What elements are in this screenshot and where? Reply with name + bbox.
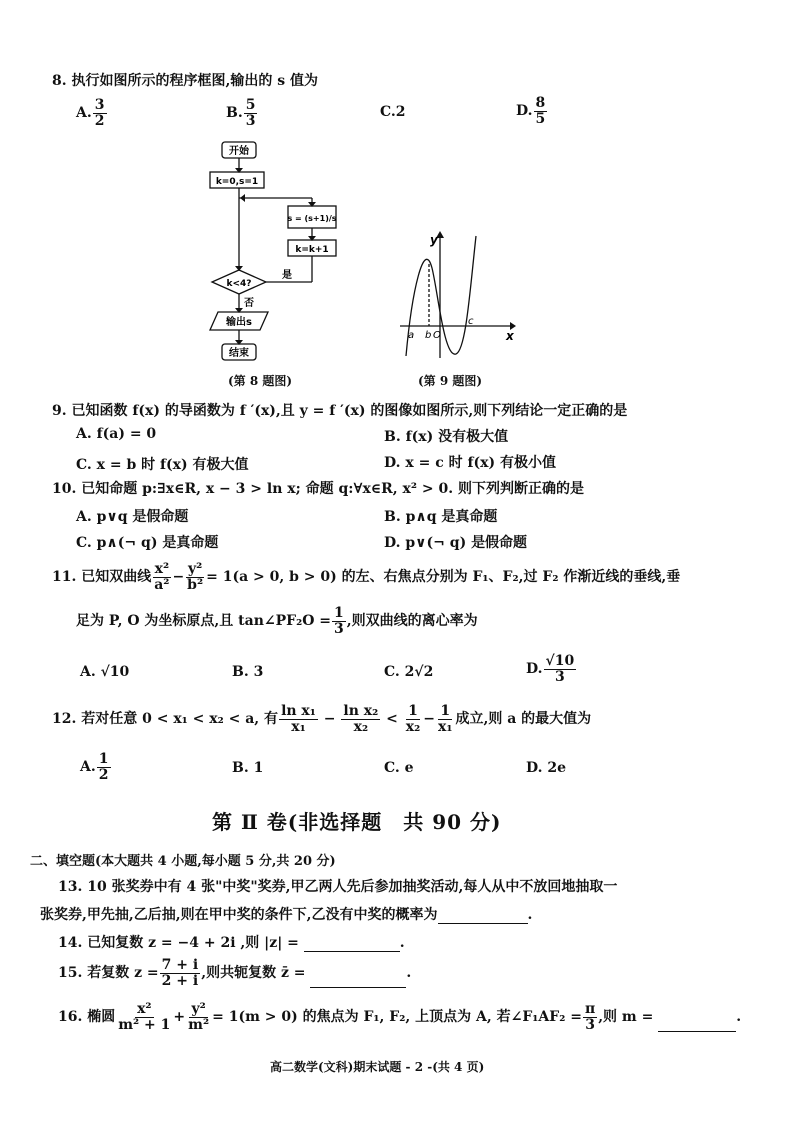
- flow-end-label: 结束: [229, 348, 249, 359]
- q13-line1: 13. 10 张奖券中有 4 张"中奖"奖券,甲乙两人先后参加抽奖活动,每人从中不放回地抽取一: [58, 879, 618, 895]
- flow-output-label: 输出s: [226, 317, 252, 328]
- q12-option-b: B. 1: [232, 760, 264, 776]
- q9-derivative-graph: [398, 230, 518, 362]
- q15-answer-blank[interactable]: [310, 987, 406, 988]
- point-c-label: c: [468, 316, 474, 327]
- q16-stem: 16. 椭圆 $\frac{\text{x²}}{\text{m² + 1}}$ + $\frac{\text{y²}}{\text{m²}}$ = 1(m > 0) 的焦点为 F₁, F₂, 上顶点为 A, 若∠F₁AF₂ = $\frac{\pi}{3}$ ,则 m = .: [58, 1001, 742, 1033]
- y-axis-label: y: [430, 233, 438, 247]
- q11-option-b: B. 3: [232, 664, 264, 680]
- origin-label: O: [433, 330, 441, 341]
- q8-option-b: B. $\frac{5}{3}$: [226, 97, 256, 129]
- point-a-label: a: [408, 330, 415, 341]
- q14-stem: 14. 已知复数 z = −4 + 2i ,则 |z| = .: [58, 935, 405, 951]
- point-b-label: b: [425, 330, 432, 341]
- q9-option-d: D. x = c 时 f(x) 有极小值: [384, 455, 556, 471]
- q10-option-a: A. p∨q 是假命题: [76, 509, 189, 525]
- q9-option-a: A. f(a) = 0: [76, 426, 157, 442]
- flow-update-s-label: s = (s+1)/s: [287, 214, 337, 223]
- q9-option-b: B. f(x) 没有极大值: [384, 429, 509, 445]
- flow-yes-label: 是: [282, 270, 292, 281]
- q8-option-a: A. $\frac{3}{2}$: [76, 97, 105, 129]
- x-axis-label: x: [506, 329, 514, 343]
- page-footer: 高二数学(文科)期末试题 - 2 -(共 4 页): [270, 1060, 485, 1074]
- q11-line2: 足为 P, O 为坐标原点,且 tan∠PF₂O = $\frac{1}{3}$ ,则双曲线的离心率为: [76, 605, 478, 637]
- flow-no-label: 否: [244, 298, 254, 309]
- q14-answer-blank[interactable]: [304, 951, 400, 952]
- q9-option-c: C. x = b 时 f(x) 有极大值: [76, 457, 249, 473]
- flow-condition-label: k<4?: [226, 279, 252, 289]
- q11-option-a: A. √10: [80, 664, 130, 680]
- q8-figure-caption: (第 8 题图): [228, 374, 293, 388]
- q10-option-b: B. p∧q 是真命题: [384, 509, 498, 525]
- q11-option-d: D. $\frac{√10}{3}$: [526, 653, 575, 685]
- q15-stem: 15. 若复数 z = $\frac{7 + i}{2 + i}$ ,则共轭复数 z̄ = .: [58, 957, 412, 989]
- flow-start-label: 开始: [229, 146, 249, 157]
- q8-option-d: D. $\frac{8}{5}$: [516, 95, 546, 127]
- q11-option-c: C. 2√2: [384, 664, 434, 680]
- q10-stem: 10. 已知命题 p:∃x∈R, x − 3 > ln x; 命题 q:∀x∈R, x² > 0. 则下列判断正确的是: [52, 481, 584, 497]
- flow-init-label: k=0,s=1: [215, 177, 259, 187]
- q12-stem: 12. 若对任意 0 < x₁ < x₂ < a, 有 $\frac{\text{ln x₁}}{\text{x₁}}$ − $\frac{\text{ln x₂}}{\text{x₂}}$ < $\frac{1}{\text{x₂}}$ − $\frac{1}{\text{x₁}}$ 成立,则 a 的最大值为: [52, 703, 592, 735]
- derivative-curve: [406, 236, 476, 356]
- q9-stem: 9. 已知函数 f(x) 的导函数为 f ′(x),且 y = f ′(x) 的图像如图所示,则下列结论一定正确的是: [52, 403, 628, 419]
- q8-stem: 8. 执行如图所示的程序框图,输出的 s 值为: [52, 73, 318, 89]
- q10-option-c: C. p∧(¬ q) 是真命题: [76, 535, 219, 551]
- q12-option-c: C. e: [384, 760, 414, 776]
- section2-heading: 二、填空题(本大题共 4 小题,每小题 5 分,共 20 分): [30, 854, 336, 869]
- flow-update-k-label: k=k+1: [295, 245, 329, 255]
- q12-option-d: D. 2e: [526, 760, 567, 776]
- q13-answer-blank[interactable]: [438, 923, 528, 924]
- part2-title: 第 Ⅱ 卷(非选择题 共 90 分): [212, 810, 502, 834]
- q11-line1: 11. 已知双曲线 $\frac{\text{x²}}{\text{a²}}$ − $\frac{\text{y²}}{\text{b²}}$ = 1(a > 0, b > 0) 的左、右焦点分别为 F₁、F₂,过 F₂ 作渐近线的垂线,垂: [52, 561, 681, 593]
- q8-option-c: C.2: [380, 104, 406, 120]
- q16-answer-blank[interactable]: [658, 1031, 736, 1032]
- q8-flowchart: [200, 136, 350, 368]
- q10-option-d: D. p∨(¬ q) 是假命题: [384, 535, 528, 551]
- q9-figure-caption: (第 9 题图): [418, 374, 483, 388]
- q13-line2: 张奖券,甲先抽,乙后抽,则在甲中奖的条件下,乙没有中奖的概率为 .: [40, 907, 533, 923]
- q12-option-a: A. $\frac{1}{2}$: [80, 751, 109, 783]
